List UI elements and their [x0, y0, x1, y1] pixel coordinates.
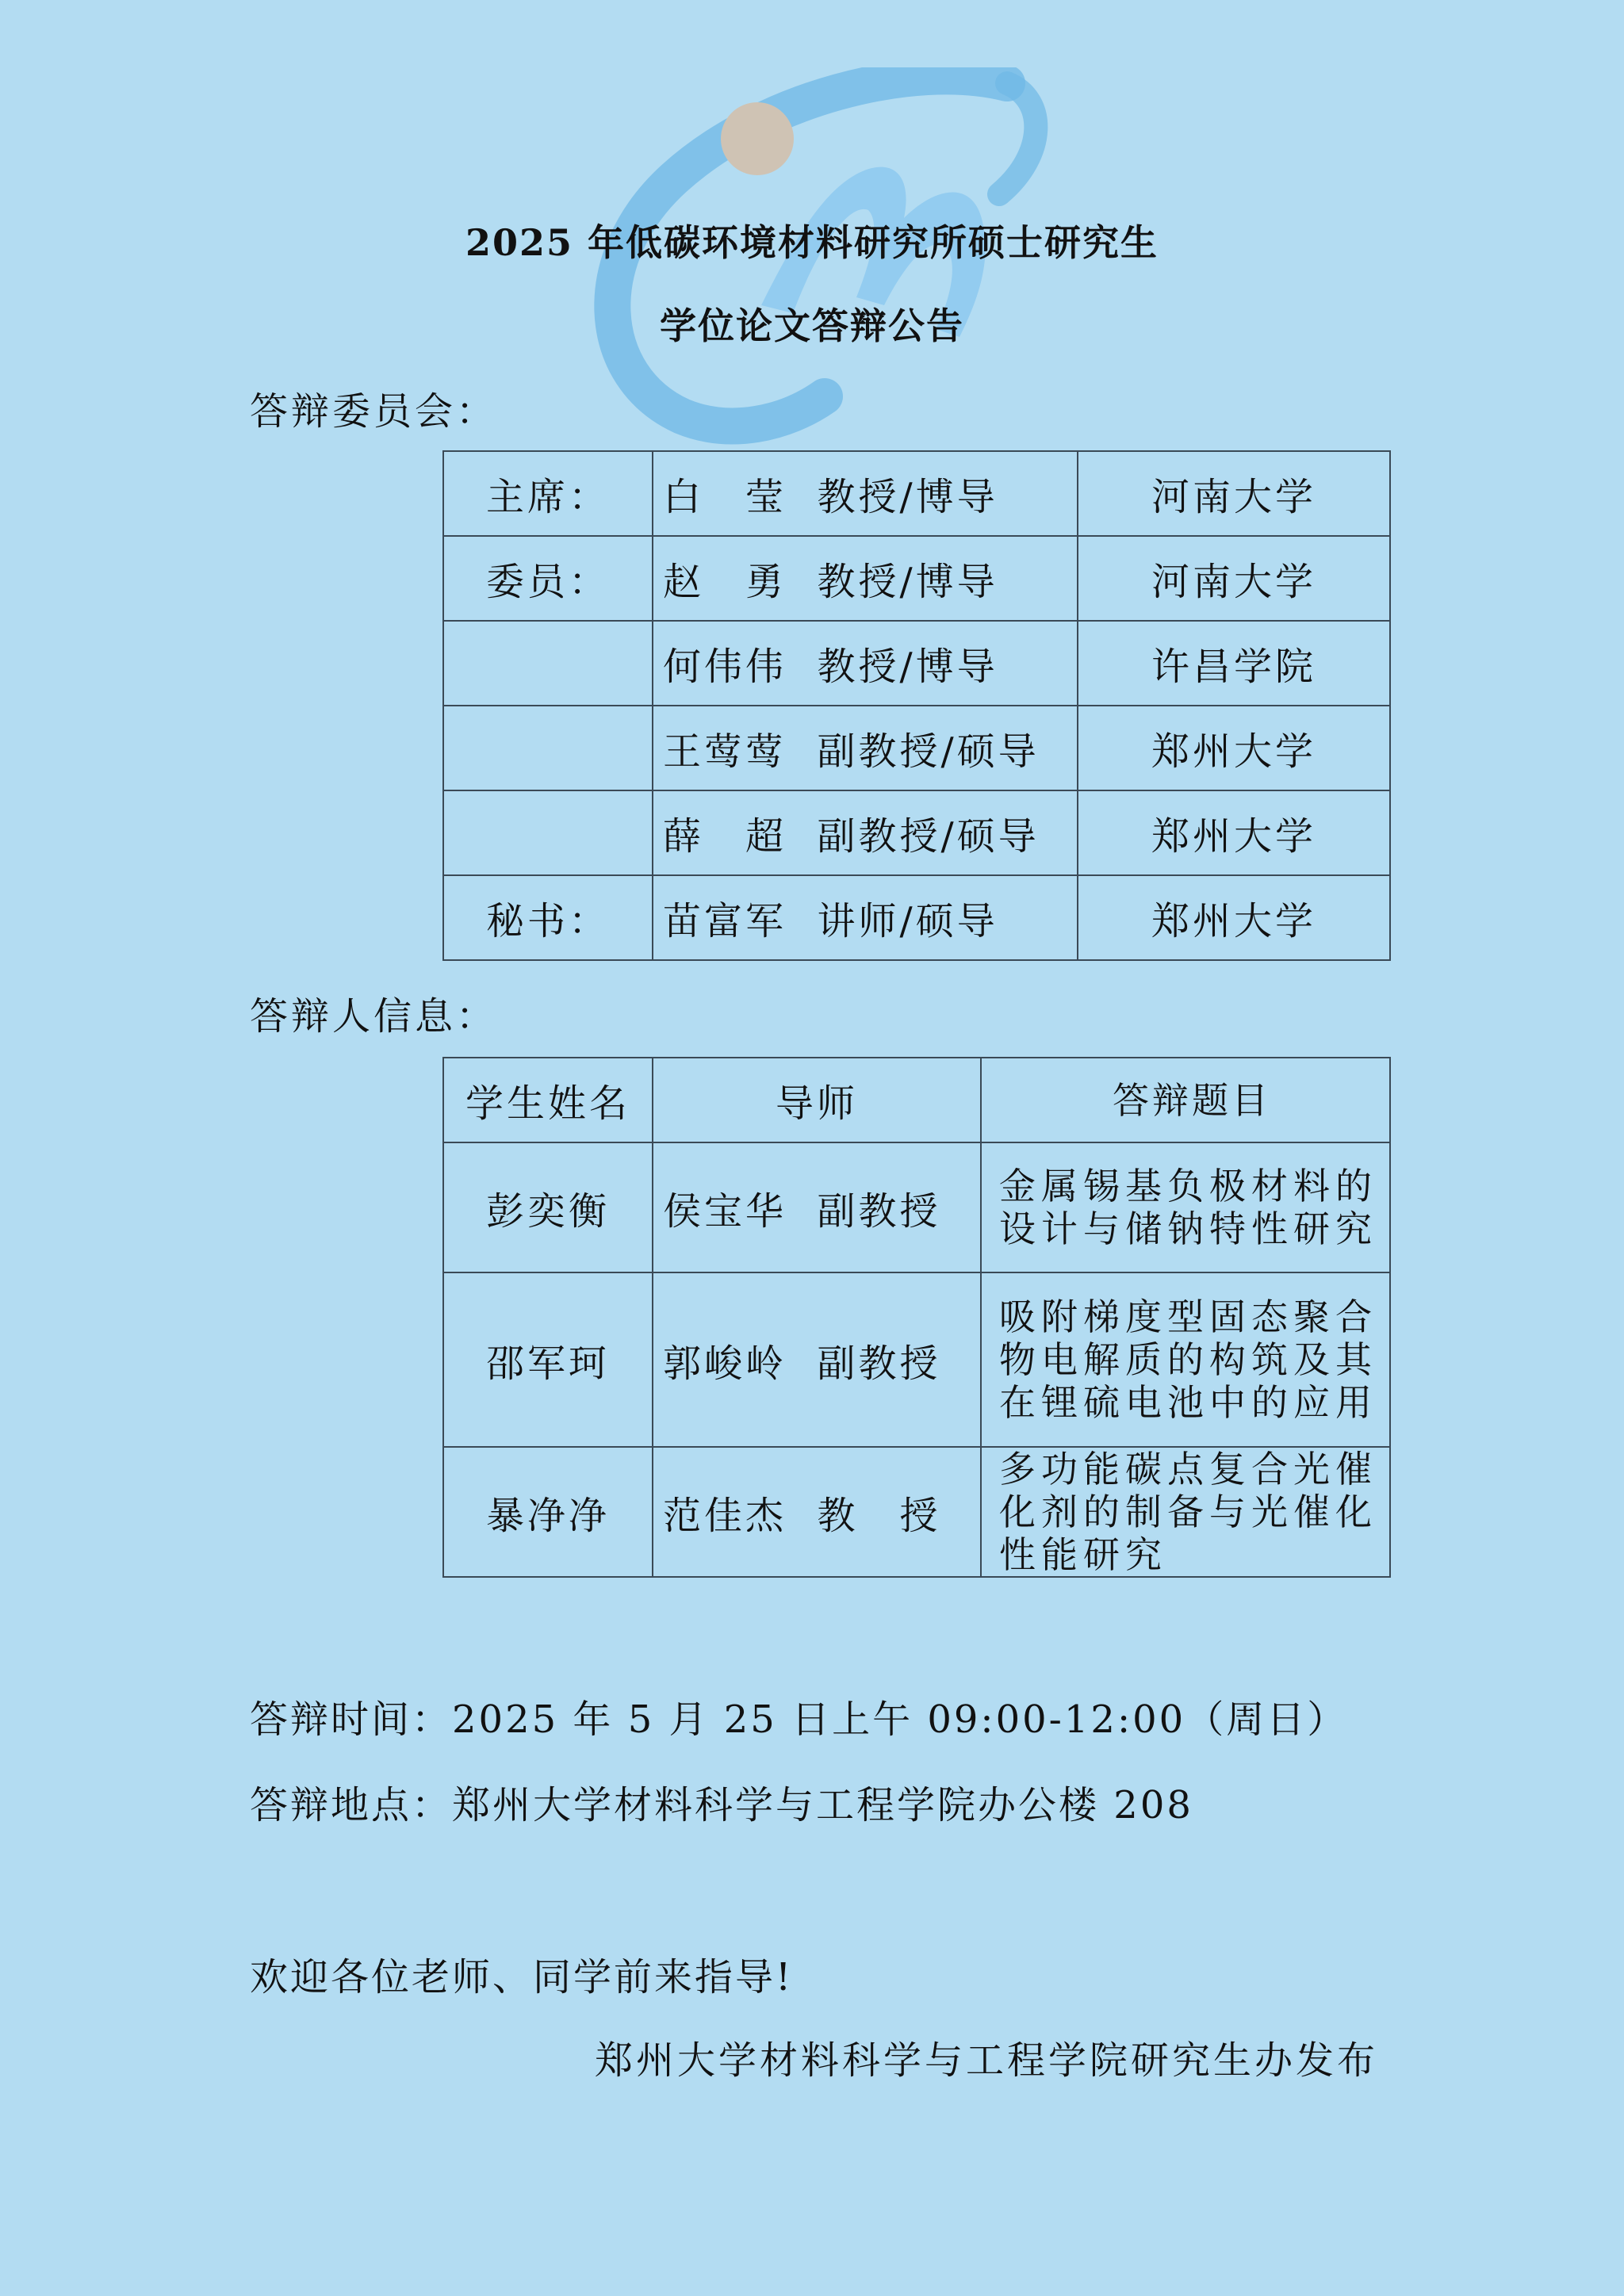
table-header-row: [443, 1058, 1390, 1142]
committee-role: 主席：: [443, 451, 653, 536]
committee-member: 何伟伟 教授/博导: [653, 621, 1078, 706]
committee-affiliation: 郑州大学: [1078, 875, 1390, 960]
committee-role: [443, 706, 653, 790]
defense-place: [250, 1774, 1193, 1829]
student-advisor: 侯宝华 副教授: [653, 1142, 981, 1272]
committee-row: [443, 536, 1390, 621]
defense-time: [250, 1689, 1347, 1743]
committee-row: [443, 451, 1390, 536]
defense-time-value: 2025 年 5 月 25 日上午 09:00-12:00（周日）: [452, 1697, 1348, 1742]
defense-place-value: 郑州大学材料科学与工程学院办公楼 208: [452, 1783, 1193, 1827]
column-header-name: 学生姓名: [443, 1058, 653, 1142]
committee-affiliation: 河南大学: [1078, 451, 1390, 536]
student-topic: 金属锡基负极材料的设计与储钠特性研究: [981, 1142, 1390, 1272]
student-name: 暴净净: [443, 1447, 653, 1577]
committee-role: [443, 621, 653, 706]
issuer-signature: 郑州大学材料科学与工程学院研究生办发布: [594, 2038, 1378, 2083]
column-header-topic: 答辩题目: [981, 1058, 1390, 1142]
table-row: [443, 1447, 1390, 1577]
committee-role: 秘书：: [443, 875, 653, 960]
table-row: [443, 1272, 1390, 1447]
table-row: [443, 1142, 1390, 1272]
committee-affiliation: 河南大学: [1078, 536, 1390, 621]
committee-role: [443, 790, 653, 875]
committee-row: [443, 621, 1390, 706]
committee-label: 答辩委员会：: [250, 389, 498, 434]
page-title-line1: 2025 年低碳环境材料研究所硕士研究生: [465, 221, 1159, 264]
column-header-advisor: 导师: [653, 1058, 981, 1142]
committee-row: [443, 706, 1390, 790]
defense-place-label: 答辩地点：: [250, 1783, 453, 1827]
defense-time-label: 答辩时间：: [250, 1697, 453, 1742]
committee-member: 王莺莺 副教授/硕导: [653, 706, 1078, 790]
committee-row: [443, 790, 1390, 875]
committee-row: [443, 875, 1390, 960]
committee-affiliation: 郑州大学: [1078, 790, 1390, 875]
student-advisor: 郭峻岭 副教授: [653, 1272, 981, 1447]
committee-table: [442, 450, 1391, 961]
student-name: 彭奕衡: [443, 1142, 653, 1272]
students-label: 答辩人信息：: [250, 994, 498, 1039]
student-advisor: 范佳杰 教 授: [653, 1447, 981, 1577]
student-topic: 吸附梯度型固态聚合物电解质的构筑及其在锂硫电池中的应用: [981, 1272, 1390, 1447]
committee-member: 苗富军 讲师/硕导: [653, 875, 1078, 960]
welcome-text: 欢迎各位老师、同学前来指导!: [250, 1955, 794, 1999]
student-topic: 多功能碳点复合光催化剂的制备与光催化性能研究: [981, 1447, 1390, 1577]
committee-member: 白 莹 教授/博导: [653, 451, 1078, 536]
committee-affiliation: 许昌学院: [1078, 621, 1390, 706]
committee-affiliation: 郑州大学: [1078, 706, 1390, 790]
student-name: 邵军珂: [443, 1272, 653, 1447]
committee-member: 薛 超 副教授/硕导: [653, 790, 1078, 875]
students-table: [442, 1057, 1391, 1578]
committee-member: 赵 勇 教授/博导: [653, 536, 1078, 621]
committee-role: 委员：: [443, 536, 653, 621]
page-title-line2: 学位论文答辩公告: [660, 304, 964, 347]
